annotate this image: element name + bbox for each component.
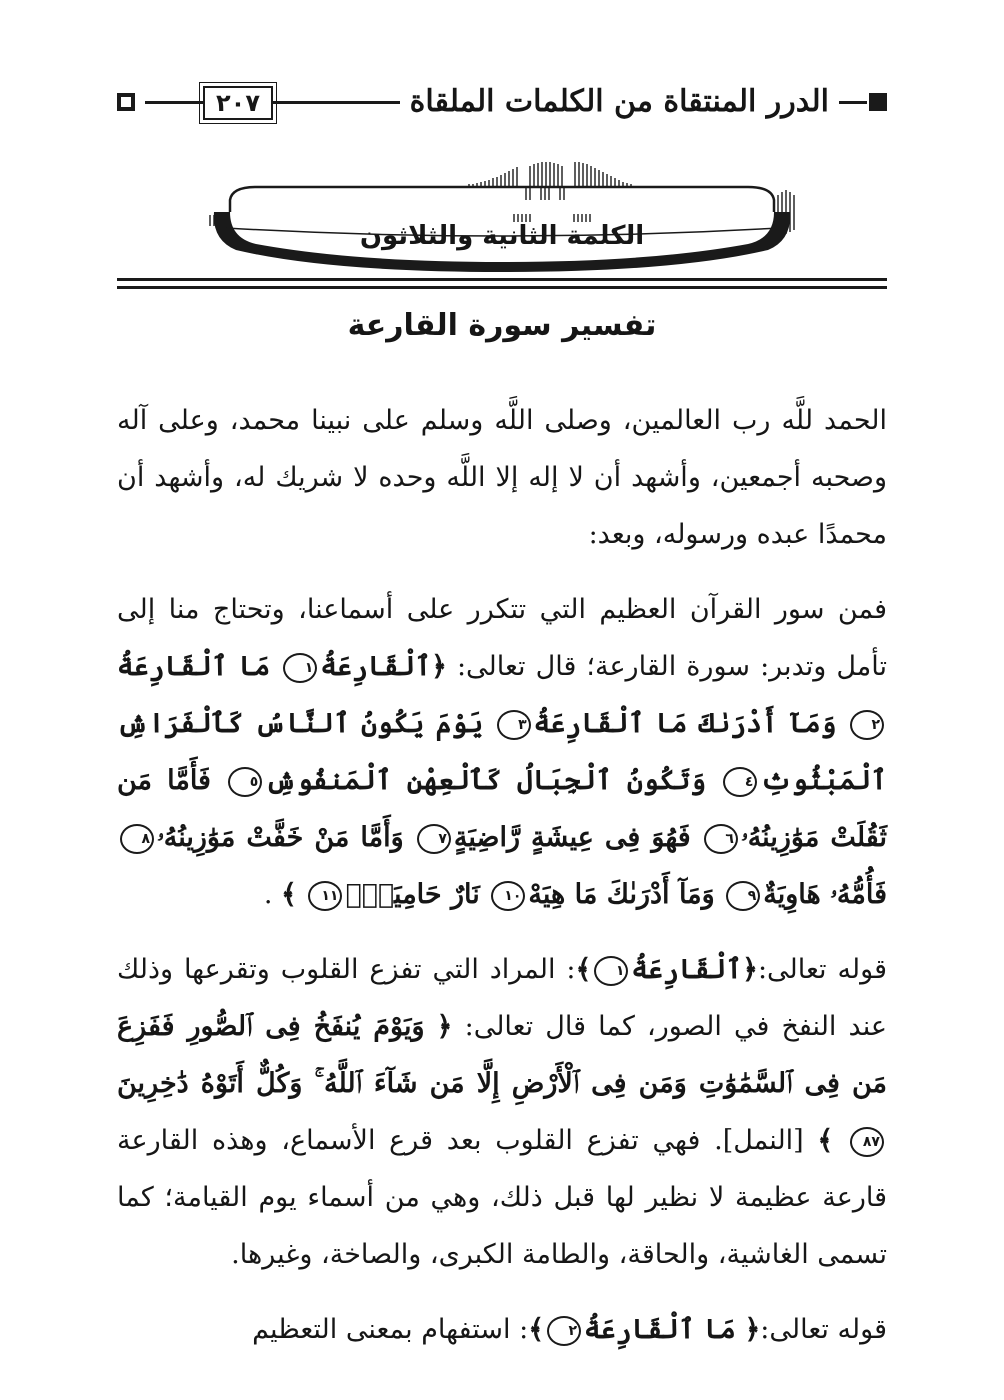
surah-intro: فمن سور القرآن العظيم التي تتكرر على أسماعنا، وتحتاج منا إلى تأمل وتدبر: سورة القارعة؛ قال تعالى:	[117, 594, 887, 682]
verse-5: وَتَكُونُ ٱلْجِبَالُ كَٱلْعِهْنِ ٱلْمَنفُوشِ	[265, 765, 707, 796]
verse-2: مَا ٱلْقَارِعَةُ	[117, 651, 271, 682]
ayah-marker: ٨	[120, 824, 154, 854]
ayah-marker: ٢	[850, 710, 884, 740]
page-number: ٢٠٧	[203, 86, 273, 120]
surah-end-mark: .	[263, 879, 273, 910]
verse-4: يَوْمَ يَكُونُ ٱلنَّاسُ كَٱلْفَرَاشِ ٱلْمَبْثُوثِ	[117, 708, 887, 796]
quoted-verse: ٱلْقَارِعَةُ	[631, 954, 743, 985]
verse-8: وَأَمَّا مَنْ خَفَّتْ مَوَٰزِينُهُۥ	[157, 822, 404, 853]
running-title: الدرر المنتقاة من الكلمات الملقاة	[400, 84, 839, 120]
verse-1: ٱلْقَارِعَةُ	[320, 651, 432, 682]
commentary-text: : استفهام بمعنى التعظيم	[252, 1314, 529, 1345]
ayah-marker: ٢	[547, 1316, 581, 1346]
commentary-intro: قوله تعالى:	[757, 954, 888, 985]
bracket-open: ﴿	[744, 1314, 761, 1345]
rule-line-top	[117, 278, 887, 281]
commentary-continuation: [النمل]. فهي تفزع القلوب بعد قرع الأسماع، وهذه القارعة قارعة عظيمة لا نظير لها قبل ذلك، وهي من أسماء يوم القيامة؛ كما تسمى الغاشية، والحاقة، والطامة الكبرى، والصاخة، وغيرها.	[117, 1125, 887, 1270]
ayah-marker: ١١	[308, 881, 342, 911]
ayah-marker: ٩	[726, 881, 760, 911]
verse-3: وَمَآ أَدْرَىٰكَ مَا ٱلْقَارِعَةُ	[533, 708, 837, 739]
ayah-marker: ٣	[497, 710, 531, 740]
verse-11: نَارٌ حَامِيَةٌۢ	[345, 879, 480, 910]
header-square-left	[117, 93, 135, 111]
ayah-marker: ١	[283, 653, 317, 683]
ayah-marker: ١	[594, 956, 628, 986]
bracket-close: ﴾	[575, 954, 592, 985]
bracket-close: ﴾	[281, 879, 297, 910]
verse-10: وَمَآ أَدْرَىٰكَ مَا هِيَهْ	[528, 879, 715, 910]
ayah-marker: ٤	[723, 767, 757, 797]
body-text	[117, 392, 887, 1376]
paragraph-verse-1-commentary	[117, 941, 887, 1283]
bracket-open: ﴿	[431, 651, 447, 682]
ayah-marker: ٦	[704, 824, 738, 854]
commentary-intro: قوله تعالى:	[760, 1314, 887, 1345]
ayah-marker: ٧	[417, 824, 451, 854]
header-square-right	[869, 93, 887, 111]
naml-verse: وَيَوْمَ يُنفَخُ فِى ٱلصُّورِ فَفَزِعَ مَن فِى ٱلسَّمَٰوَٰتِ وَمَن فِى ٱلْأَرْضِ إِلَّا مَن شَآءَ ٱللَّهُ ۚ وَكُلٌّ أَتَوْهُ دَٰخِرِينَ	[117, 1011, 887, 1099]
section-double-rule	[117, 278, 887, 294]
ayah-marker: ١٠	[491, 881, 525, 911]
verse-6: فَأَمَّا مَن ثَقُلَتْ مَوَٰزِينُهُۥ	[117, 765, 887, 853]
verse-9: فَأُمُّهُۥ هَاوِيَةٌ	[763, 879, 887, 910]
section-title: تفسير سورة القارعة	[347, 308, 657, 343]
bracket-open: ﴿	[436, 1011, 453, 1042]
page-header	[117, 80, 887, 126]
paragraph-verse-2-commentary	[117, 1301, 887, 1358]
verse-7: فَهُوَ فِى عِيشَةٍ رَّاضِيَةٍ	[453, 822, 691, 853]
rule-line-bottom	[117, 286, 887, 289]
paragraph-surah	[117, 581, 887, 923]
chapter-label: الكلمة الثانية والثلاثون	[359, 221, 645, 251]
quoted-verse: مَا ٱلْقَارِعَةُ	[584, 1314, 736, 1345]
paragraph-opening: الحمد للَّه رب العالمين، وصلى اللَّه وسلم على نبينا محمد، وعلى آله وصحبه أجمعين، وأشهد أن لا إله إلا اللَّه وحده لا شريك له، وأشهد أن محمدًا عبده ورسوله، وبعد:	[117, 405, 887, 550]
bracket-close: ﴾	[528, 1314, 545, 1345]
ayah-marker: ٥	[228, 767, 262, 797]
ayah-marker: ٨٧	[850, 1127, 884, 1157]
commentary-text: : المراد التي تفزع القلوب وتقرعها وذلك عند النفخ في الصور، كما قال تعالى:	[117, 954, 887, 1042]
bracket-close: ﴾	[817, 1125, 834, 1156]
bracket-open: ﴿	[742, 954, 758, 985]
